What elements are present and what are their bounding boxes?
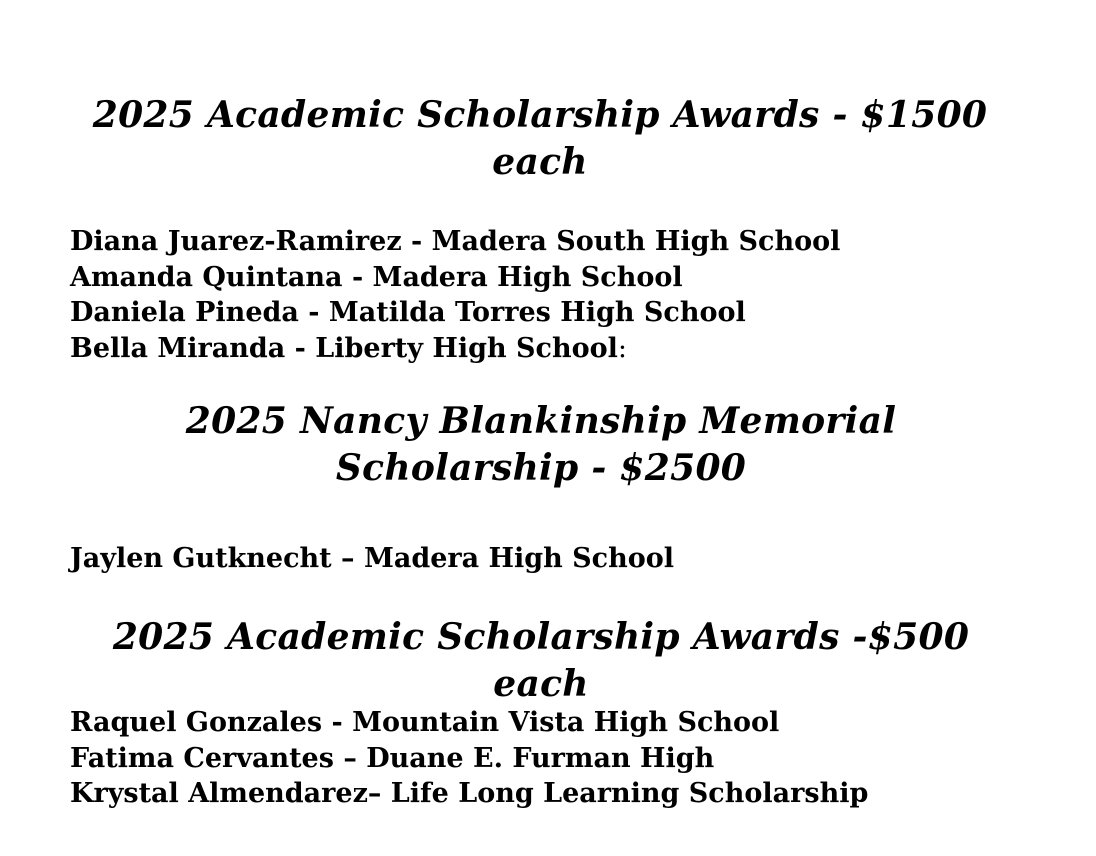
recipient-item: Fatima Cervantes – Duane E. Furman High xyxy=(70,742,715,774)
trailing-colon: : xyxy=(617,332,627,364)
recipient-item-with-colon xyxy=(70,331,840,367)
recipient-item: Daniela Pineda - Matilda Torres High School xyxy=(70,297,746,328)
recipient-list-blankinship-memorial xyxy=(70,541,674,577)
section-heading-blankinship-memorial: 2025 Nancy Blankinship Memorial Scholarship - $2500 xyxy=(185,400,897,489)
recipient-list-academic-500 xyxy=(70,705,868,812)
recipient-item: Amanda Quintana - Madera High School xyxy=(70,261,683,293)
section-heading-academic-500: 2025 Academic Scholarship Awards -$500 each xyxy=(112,616,970,705)
recipient-item: Krystal Almendarez– Life Long Learning Scholarship xyxy=(70,778,869,809)
section-heading-academic-1500: 2025 Academic Scholarship Awards - $1500 each xyxy=(92,94,988,183)
recipient-list-academic-1500 xyxy=(70,224,840,366)
recipient-item: Raquel Gonzales - Mountain Vista High School xyxy=(70,707,780,738)
recipient-item: Diana Juarez-Ramirez - Madera South High School xyxy=(70,226,841,257)
recipient-item: Jaylen Gutknecht – Madera High School xyxy=(70,543,675,574)
recipient-text: Bella Miranda - Liberty High School xyxy=(70,332,618,364)
